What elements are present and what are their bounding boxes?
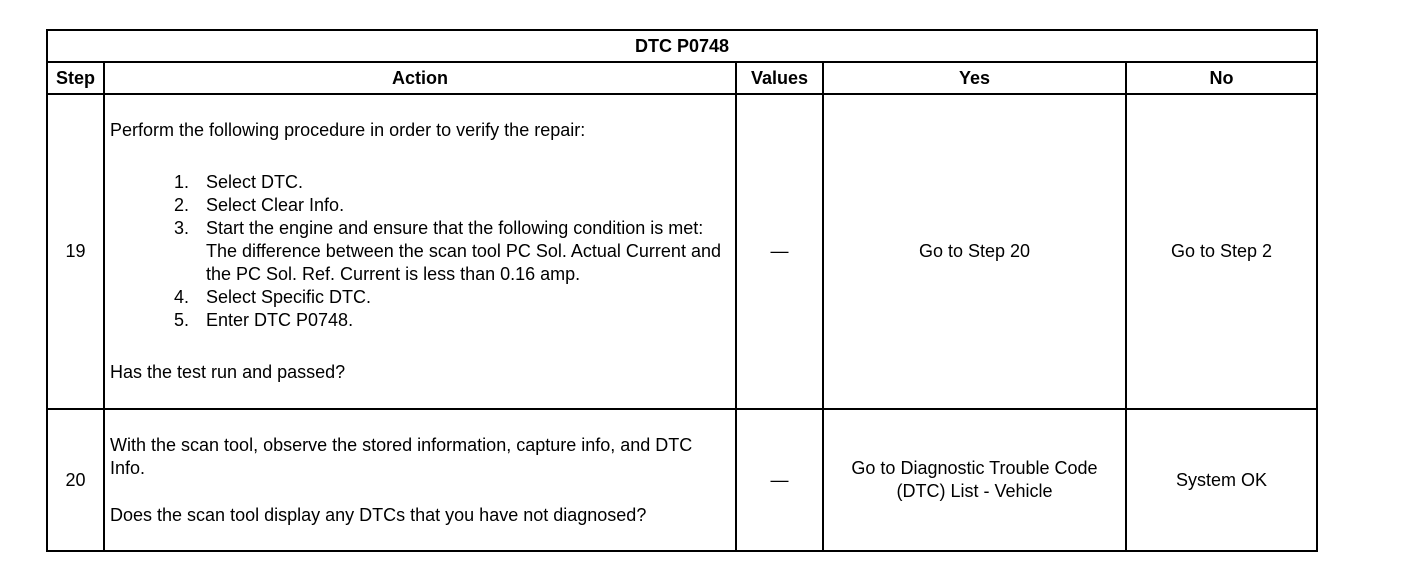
action-question: Does the scan tool display any DTCs that you have not diagnosed? — [110, 504, 647, 525]
action-cell — [104, 94, 736, 409]
yes-cell: Go to Step 20 — [823, 94, 1126, 409]
no-cell: Go to Step 2 — [1126, 94, 1317, 409]
table-row — [47, 94, 1317, 409]
values-cell: — — [736, 409, 823, 551]
header-values: Values — [736, 62, 823, 94]
header-no: No — [1126, 62, 1317, 94]
procedure-list — [110, 171, 730, 332]
table-row — [47, 409, 1317, 551]
header-row — [47, 62, 1317, 94]
dtc-table — [46, 29, 1318, 552]
action-intro: With the scan tool, observe the stored information, capture info, and DTC Info. — [110, 434, 693, 478]
action-cell — [104, 409, 736, 551]
step-number: 20 — [47, 409, 104, 551]
procedure-step: 1. Select DTC. — [194, 171, 730, 194]
action-question: Has the test run and passed? — [110, 362, 346, 382]
header-yes: Yes — [823, 62, 1126, 94]
step-number: 19 — [47, 94, 104, 409]
table-title: DTC P0748 — [47, 30, 1317, 62]
values-cell: — — [736, 94, 823, 409]
yes-cell: Go to Diagnostic Trouble Code (DTC) List - Vehicle — [823, 409, 1126, 551]
procedure-step: 5. Enter DTC P0748. — [194, 309, 730, 332]
no-cell: System OK — [1126, 409, 1317, 551]
procedure-step: 2. Select Clear Info. — [194, 194, 730, 217]
header-action: Action — [104, 62, 736, 94]
procedure-step: 3. Start the engine and ensure that the following condition is met: The difference between the scan tool PC Sol. Actual Current and the PC Sol. Ref. Current is less than 0.16 amp. — [194, 217, 730, 286]
title-row — [47, 30, 1317, 62]
action-intro: Perform the following procedure in order to verify the repair: — [110, 120, 586, 140]
procedure-step: 4. Select Specific DTC. — [194, 286, 730, 309]
header-step: Step — [47, 62, 104, 94]
